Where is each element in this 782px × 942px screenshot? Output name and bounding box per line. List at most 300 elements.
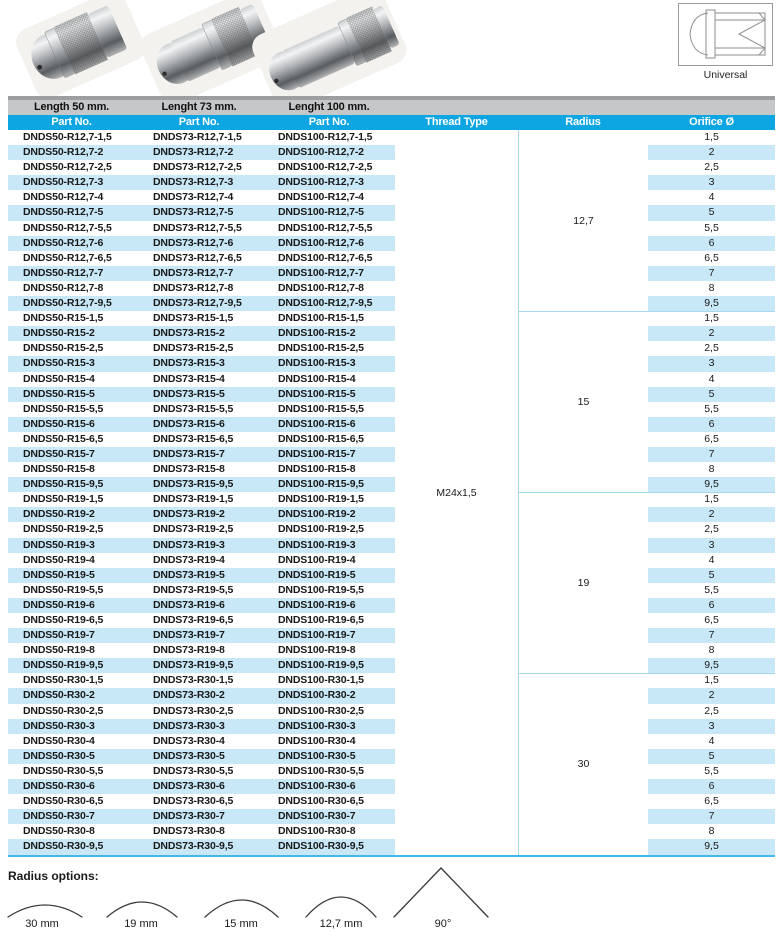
part-number: DNDS50-R12,7-2 [23,146,104,159]
part-number: DNDS50-R30-2 [23,689,95,702]
part-number: DNDS100-R15-9,5 [278,478,364,491]
part-number: DNDS50-R19-5 [23,568,95,581]
part-number: DNDS73-R30-2,5 [153,704,234,717]
part-number-cells [8,719,395,734]
part-number: DNDS73-R30-1,5 [153,674,234,687]
table-row [8,522,775,537]
orifice-value: 9,5 [648,839,775,854]
radius-value-19: 19 [577,577,590,590]
part-number: DNDS73-R15-5 [153,387,225,400]
length-100-header: Lenght 100 mm. [288,101,370,113]
part-number: DNDS50-R15-3 [23,357,95,370]
part-number-cells [8,432,395,447]
table-row [8,296,775,311]
thread-type-header: Thread Type [425,116,488,128]
part-number: DNDS73-R30-4 [153,734,225,747]
part-number-cells [8,356,395,371]
orifice-value: 4 [708,734,715,747]
orifice-value: 6 [648,236,775,251]
part-number-cells [8,779,395,794]
orifice-value: 2,5 [704,161,719,174]
part-number: DNDS100-R15-5 [278,387,356,400]
table-row [8,462,775,477]
part-number: DNDS50-R19-3 [23,538,95,551]
part-number: DNDS100-R19-1,5 [278,493,364,506]
part-number: DNDS100-R19-5 [278,568,356,581]
universal-nozzle-diagram [678,3,773,66]
orifice-value: 6,5 [704,432,719,445]
orifice-value: 3 [648,538,775,553]
table-row [8,553,775,568]
part-number: DNDS73-R15-8 [153,463,225,476]
part-number: DNDS50-R19-9,5 [23,659,104,672]
part-number-cells [8,628,395,643]
part-number: DNDS73-R30-5 [153,749,225,762]
part-number-cells [8,613,395,628]
part-number-cells [8,341,395,356]
part-number-cells [8,658,395,673]
part-no-header-73: Part No. [178,116,220,128]
part-number-cells [8,583,395,598]
length-header-row [8,100,775,115]
part-number: DNDS50-R12,7-5 [23,206,104,219]
orifice-value: 3 [648,175,775,190]
part-number: DNDS100-R30-9,5 [278,840,364,853]
part-number: DNDS50-R30-8 [23,825,95,838]
radius-option-label-15mm: 15 mm [224,918,258,930]
part-number: DNDS73-R12,7-6,5 [153,251,242,264]
part-number: DNDS100-R15-8 [278,463,356,476]
part-no-header-50: Part No. [51,116,92,128]
part-number-cells [8,387,395,402]
part-number: DNDS50-R15-2 [23,327,95,340]
table-row [8,190,775,205]
part-number: DNDS73-R30-9,5 [153,840,234,853]
part-number: DNDS100-R15-2,5 [278,342,364,355]
table-row [8,568,775,583]
table-row [8,613,775,628]
part-number: DNDS73-R12,7-5,5 [153,221,242,234]
part-number: DNDS100-R19-4 [278,553,356,566]
orifice-value: 2 [648,507,775,522]
part-number-cells [8,839,395,854]
table-row [8,372,775,387]
part-number: DNDS100-R19-7 [278,629,356,642]
orifice-value: 1,5 [704,312,719,325]
orifice-value: 5,5 [704,764,719,777]
column-header-row [8,115,775,130]
part-number: DNDS73-R15-7 [153,447,225,460]
table-row [8,205,775,220]
orifice-value: 7 [648,809,775,824]
part-number: DNDS100-R19-6,5 [278,614,364,626]
part-number: DNDS100-R30-5 [278,749,356,762]
nozzle-photos-image [0,0,782,96]
part-number: DNDS50-R12,7-6,5 [23,251,112,264]
table-row [8,764,775,779]
part-number: DNDS50-R19-8 [23,644,95,657]
group-separator [518,492,775,493]
part-number: DNDS100-R12,7-3 [278,176,364,189]
orifice-value: 5,5 [704,402,719,415]
part-number: DNDS50-R15-7 [23,447,95,460]
table-row [8,492,775,507]
part-number: DNDS100-R15-3 [278,357,356,370]
radius-option-label-90deg: 90° [434,918,452,930]
part-number: DNDS50-R30-2,5 [23,704,104,717]
part-number: DNDS73-R19-2 [153,508,225,521]
part-number-cells [8,734,395,749]
orifice-value: 7 [648,628,775,643]
orifice-value: 1,5 [704,674,719,687]
table-row [8,145,775,160]
part-number-cells [8,145,395,160]
orifice-value: 5 [648,387,775,402]
part-number-cells [8,643,395,658]
part-number-cells [8,160,395,175]
orifice-value: 5 [648,749,775,764]
part-number-cells [8,130,395,145]
part-number: DNDS73-R15-2,5 [153,342,234,355]
part-number: DNDS100-R12,7-8 [278,281,364,294]
table-row [8,477,775,492]
part-number: DNDS73-R15-3 [153,357,225,370]
part-number: DNDS73-R15-9,5 [153,478,234,491]
part-number: DNDS73-R15-1,5 [153,312,234,325]
table-row [8,417,775,432]
table-row [8,387,775,402]
part-number: DNDS73-R12,7-2 [153,146,234,159]
part-number: DNDS50-R19-7 [23,629,95,642]
orifice-value: 2 [648,326,775,341]
part-number: DNDS100-R30-4 [278,734,356,747]
orifice-value: 4 [708,372,715,385]
part-number: DNDS50-R15-9,5 [23,478,104,491]
part-number: DNDS50-R12,7-6 [23,236,104,249]
part-number: DNDS50-R30-1,5 [23,674,104,687]
part-number: DNDS73-R19-6 [153,598,225,611]
radius-option-label-19mm: 19 mm [124,918,158,930]
orifice-value: 6 [648,598,775,613]
table-row [8,311,775,326]
part-number-cells [8,311,395,326]
table-row [8,628,775,643]
part-number-table [8,96,775,857]
part-number: DNDS73-R12,7-3 [153,176,234,189]
part-number: DNDS100-R19-2,5 [278,523,364,536]
part-number: DNDS50-R30-5,5 [23,764,104,777]
part-number: DNDS100-R12,7-5,5 [278,221,373,234]
orifice-value: 6,5 [704,251,719,264]
group-separator [518,311,775,312]
part-number-cells [8,326,395,341]
part-number: DNDS73-R15-4 [153,372,225,385]
part-number-cells [8,688,395,703]
part-number: DNDS73-R19-2,5 [153,523,234,536]
part-number-cells [8,190,395,205]
part-number: DNDS73-R30-6,5 [153,795,234,808]
part-number: DNDS50-R15-2,5 [23,342,104,355]
radius-arc-15mm-icon [205,900,278,917]
part-number: DNDS50-R30-5 [23,749,95,762]
part-number: DNDS73-R15-6,5 [153,432,234,445]
part-number: DNDS100-R15-1,5 [278,312,364,325]
orifice-value: 7 [648,447,775,462]
part-number: DNDS73-R12,7-8 [153,281,234,294]
part-number-cells [8,372,395,387]
part-number: DNDS50-R30-3 [23,719,95,732]
part-number: DNDS73-R30-8 [153,825,225,838]
orifice-value: 6 [648,779,775,794]
part-number: DNDS100-R12,7-1,5 [278,131,373,143]
table-row [8,688,775,703]
part-number: DNDS100-R30-7 [278,810,356,823]
orifice-value: 9,5 [648,477,775,492]
part-number-cells [8,251,395,266]
table-row [8,824,775,839]
orifice-value: 1,5 [704,493,719,506]
part-number: DNDS50-R12,7-8 [23,281,104,294]
part-number: DNDS50-R19-2,5 [23,523,104,536]
part-number-cells [8,402,395,417]
part-number: DNDS73-R30-7 [153,810,225,823]
radius-options-diagrams [0,858,782,924]
orifice-value: 2 [648,688,775,703]
part-number: DNDS73-R19-6,5 [153,614,234,626]
part-number: DNDS73-R19-4 [153,553,225,566]
radius-option-label-30mm: 30 mm [25,918,59,930]
part-number: DNDS73-R19-9,5 [153,659,234,672]
part-number: DNDS73-R12,7-6 [153,236,234,249]
part-number: DNDS73-R12,7-4 [153,191,234,204]
part-number-cells [8,522,395,537]
part-number: DNDS100-R30-8 [278,825,356,838]
orifice-value: 5,5 [704,583,719,596]
part-number: DNDS50-R12,7-7 [23,266,104,279]
part-number: DNDS50-R30-4 [23,734,95,747]
part-number-cells [8,236,395,251]
part-number: DNDS73-R15-5,5 [153,402,234,415]
part-number: DNDS50-R12,7-4 [23,191,104,204]
part-number: DNDS50-R15-5 [23,387,95,400]
radius-arc-19mm-icon [107,902,177,917]
part-number: DNDS100-R15-6 [278,417,356,430]
table-row [8,326,775,341]
group-separator [518,673,775,674]
part-number-cells [8,281,395,296]
part-number: DNDS50-R19-5,5 [23,583,104,596]
radius-value-15: 15 [577,395,590,408]
part-number: DNDS100-R12,7-2 [278,146,364,159]
part-number: DNDS50-R15-8 [23,463,95,476]
part-number: DNDS73-R19-3 [153,538,225,551]
table-row [8,175,775,190]
part-number: DNDS50-R15-5,5 [23,402,104,415]
universal-nozzle-outline-icon [679,4,772,65]
part-number: DNDS50-R12,7-2,5 [23,161,112,174]
part-number: DNDS73-R12,7-9,5 [153,297,242,310]
part-number: DNDS100-R30-2 [278,689,356,702]
part-number: DNDS100-R12,7-4 [278,191,364,204]
orifice-value: 8 [708,825,715,838]
part-number: DNDS50-R15-6 [23,417,95,430]
universal-label: Universal [703,69,748,81]
part-number: DNDS50-R19-1,5 [23,493,104,506]
table-row [8,839,775,854]
part-number: DNDS100-R30-1,5 [278,674,364,687]
part-number: DNDS50-R12,7-3 [23,176,104,189]
part-number: DNDS100-R19-8 [278,644,356,657]
part-number: DNDS50-R12,7-9,5 [23,297,112,310]
table-row [8,719,775,734]
part-number: DNDS73-R19-8 [153,644,225,657]
table-row [8,583,775,598]
table-row [8,281,775,296]
table-body [8,130,775,855]
table-bottom-border [8,855,775,857]
table-row [8,538,775,553]
part-number: DNDS73-R30-2 [153,689,225,702]
orifice-value: 9,5 [648,658,775,673]
orifice-value: 2,5 [704,342,719,355]
radius-option-label-12-7mm: 12,7 mm [319,918,363,930]
part-number: DNDS100-R12,7-6 [278,236,364,249]
part-number-cells [8,462,395,477]
orifice-value: 4 [708,553,715,566]
part-number-cells [8,749,395,764]
part-number-cells [8,507,395,522]
table-row [8,251,775,266]
part-number: DNDS100-R30-3 [278,719,356,732]
table-row [8,598,775,613]
table-row [8,658,775,673]
part-number: DNDS50-R12,7-1,5 [23,131,112,143]
table-row [8,643,775,658]
table-row [8,734,775,749]
radius-value-12-7: 12,7 [573,214,594,227]
part-number: DNDS73-R30-3 [153,719,225,732]
part-number: DNDS100-R12,7-6,5 [278,251,373,264]
part-number: DNDS50-R15-1,5 [23,312,104,325]
part-number-cells [8,673,395,688]
radius-arc-30mm-icon [8,905,82,917]
part-number: DNDS100-R19-2 [278,508,356,521]
part-number: DNDS73-R30-5,5 [153,764,234,777]
orifice-value: 2,5 [704,704,719,717]
orifice-value: 4 [708,191,715,204]
part-number: DNDS100-R19-3 [278,538,356,551]
part-number: DNDS73-R12,7-1,5 [153,131,242,143]
orifice-header: Orifice Ø [689,116,734,128]
orifice-value: 2 [648,145,775,160]
part-number: DNDS100-R19-5,5 [278,583,364,596]
orifice-value: 6,5 [704,795,719,808]
part-number: DNDS50-R30-6,5 [23,795,104,808]
part-number: DNDS100-R15-6,5 [278,432,364,445]
table-row [8,749,775,764]
radius-arc-12-7mm-icon [306,897,376,917]
part-number: DNDS50-R30-9,5 [23,840,104,853]
part-number: DNDS50-R19-2 [23,508,95,521]
part-number-cells [8,221,395,236]
part-number: DNDS100-R15-7 [278,447,356,460]
part-number-cells [8,266,395,281]
radius-value-30: 30 [577,758,590,771]
orifice-value: 5 [648,568,775,583]
part-number: DNDS73-R19-1,5 [153,493,234,506]
cone-90deg-icon [394,868,488,917]
part-number-cells [8,598,395,613]
part-number: DNDS50-R15-6,5 [23,432,104,445]
part-number: DNDS100-R15-2 [278,327,356,340]
part-number: DNDS73-R15-2 [153,327,225,340]
part-number-cells [8,704,395,719]
part-number: DNDS100-R15-5,5 [278,402,364,415]
part-number-cells [8,538,395,553]
table-row [8,356,775,371]
table-row [8,809,775,824]
table-row [8,160,775,175]
part-number: DNDS50-R19-6 [23,598,95,611]
part-number: DNDS50-R19-6,5 [23,614,104,626]
length-73-header: Lenght 73 mm. [161,101,237,113]
length-50-header: Length 50 mm. [33,101,110,113]
part-number-cells [8,296,395,311]
part-number: DNDS100-R12,7-9,5 [278,297,373,310]
orifice-value: 8 [708,463,715,476]
part-number-cells [8,794,395,809]
part-number: DNDS50-R15-4 [23,372,95,385]
orifice-value: 1,5 [704,131,719,143]
part-number: DNDS73-R19-7 [153,629,225,642]
table-row [8,221,775,236]
nozzle-100mm-photo [248,0,411,96]
part-number: DNDS50-R19-4 [23,553,95,566]
orifice-value: 3 [648,356,775,371]
orifice-value: 2,5 [704,523,719,536]
table-row [8,507,775,522]
part-number: DNDS100-R19-9,5 [278,659,364,672]
table-row [8,266,775,281]
part-number-cells [8,447,395,462]
orifice-value: 6 [648,417,775,432]
part-number: DNDS100-R30-2,5 [278,704,364,717]
part-number-cells [8,175,395,190]
table-row [8,704,775,719]
part-number-cells [8,205,395,220]
part-number: DNDS73-R15-6 [153,417,225,430]
radius-header: Radius [565,116,601,128]
table-row [8,673,775,688]
part-number: DNDS100-R15-4 [278,372,356,385]
thread-type-value: M24x1,5 [436,486,477,499]
table-row [8,447,775,462]
orifice-value: 3 [648,719,775,734]
part-number: DNDS50-R30-6 [23,780,95,793]
part-number: DNDS73-R12,7-2,5 [153,161,242,174]
part-number: DNDS100-R12,7-7 [278,266,364,279]
part-number: DNDS73-R30-6 [153,780,225,793]
table-row [8,779,775,794]
part-number: DNDS73-R19-5,5 [153,583,234,596]
orifice-value: 8 [708,281,715,294]
orifice-value: 7 [648,266,775,281]
orifice-value: 5 [648,205,775,220]
part-number: DNDS73-R12,7-7 [153,266,234,279]
table-row [8,341,775,356]
table-row [8,130,775,145]
orifice-value: 6,5 [704,614,719,626]
